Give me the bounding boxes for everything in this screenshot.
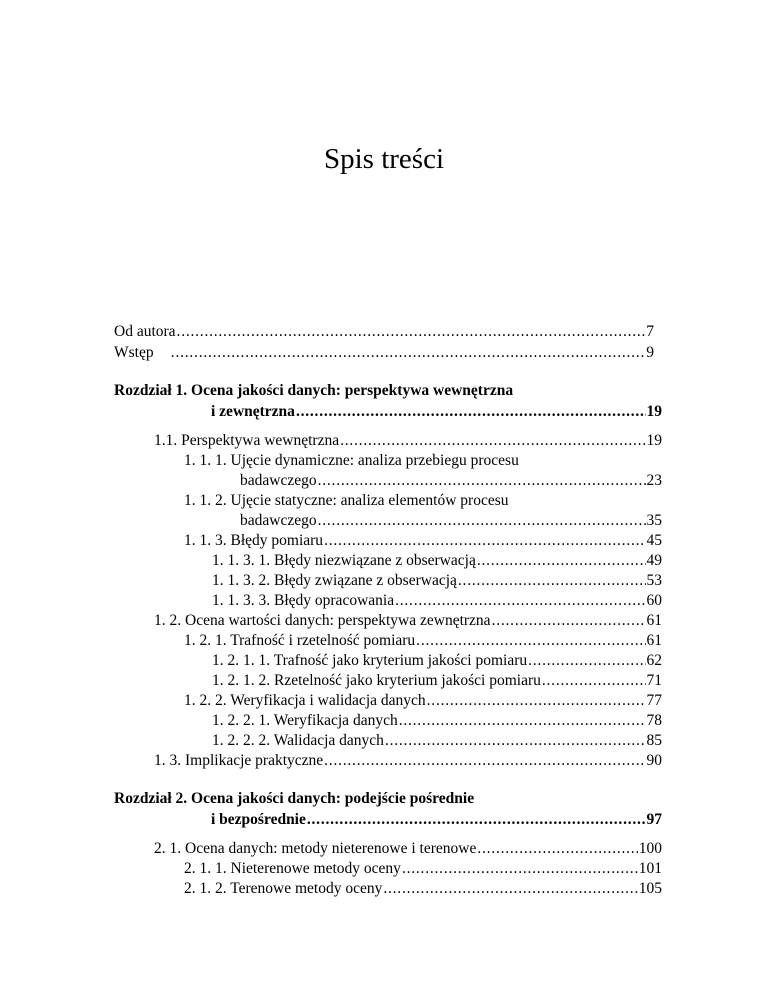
toc-page: 53: [646, 572, 662, 589]
toc-label: 1.1. Perspektywa wewnętrzna: [154, 432, 340, 449]
toc-label: badawczego: [240, 472, 317, 489]
dot-leader: [177, 322, 646, 342]
toc-label: 2. 1. Ocena danych: metody nieterenowe i terenowe: [154, 840, 477, 857]
toc-label: 1. 2. 1. Trafność i rzetelność pomiaru: [184, 632, 416, 649]
toc-label: 1. 2. Ocena wartości danych: perspektywa zewnętrzna: [154, 612, 491, 629]
dot-leader: [477, 551, 646, 571]
toc-page: 49: [646, 552, 662, 569]
toc-entry-1-1-2-line1[interactable]: 1. 1. 2. Ujęcie statyczne: analiza elementów procesu: [184, 492, 509, 509]
toc-entry-1-2-2-2[interactable]: [212, 731, 662, 751]
toc-page: 35: [646, 512, 662, 529]
chapter-2-title-line1[interactable]: Rozdział 2. Ocena jakości danych: podejście pośrednie: [114, 790, 475, 807]
toc-page: 100: [638, 840, 662, 857]
toc-entry-2-1[interactable]: [154, 839, 662, 859]
toc-entry-1-1-3-1[interactable]: [212, 551, 662, 571]
toc-page: 19: [646, 432, 662, 449]
dot-leader: [324, 531, 645, 551]
dot-leader: [427, 691, 646, 711]
toc-entry-1-1-2[interactable]: [240, 511, 662, 531]
dot-leader: [340, 431, 645, 451]
toc-page: 9: [646, 344, 654, 361]
toc-entry-1-2[interactable]: [154, 611, 662, 631]
toc-page: 23: [646, 472, 662, 489]
toc-entry-1-1-1-line1[interactable]: 1. 1. 1. Ujęcie dynamiczne: analiza przebiegu procesu: [184, 452, 519, 469]
toc-label: 1. 2. 1. 2. Rzetelność jako kryterium jakości pomiaru: [212, 672, 541, 689]
toc-entry-1-2-2-1[interactable]: [212, 711, 662, 731]
toc-page: 7: [646, 323, 654, 340]
toc-page: 61: [646, 632, 662, 649]
toc-label: 1. 2. 2. 2. Walidacja danych: [212, 732, 384, 749]
dot-leader: [492, 611, 646, 631]
toc-entry-2-1-2[interactable]: [184, 879, 662, 899]
toc-label: 1. 3. Implikacje praktyczne: [154, 752, 324, 769]
toc-page: 61: [646, 612, 662, 629]
toc-page: 85: [646, 732, 662, 749]
dot-leader: [477, 839, 637, 859]
toc-label: Wstęp: [114, 344, 154, 361]
toc-entry-1-1-1[interactable]: [240, 471, 662, 491]
toc-label: 1. 1. 3. 1. Błędy niezwiązane z obserwacją: [212, 552, 476, 569]
toc-label: 2. 1. 2. Terenowe metody oceny: [184, 880, 383, 897]
toc-page: 19: [646, 403, 662, 420]
toc-page: 78: [646, 712, 662, 729]
toc-entry-1-1-3[interactable]: [184, 531, 662, 551]
toc-label: 1. 2. 2. Weryfikacja i walidacja danych: [184, 692, 426, 709]
toc-label: 1. 1. 3. 3. Błędy opracowania: [212, 592, 395, 609]
toc-entry-2-1-1[interactable]: [184, 859, 662, 879]
dot-leader: [458, 571, 646, 591]
toc-entry-1-1-3-2[interactable]: [212, 571, 662, 591]
dot-leader: [402, 859, 638, 879]
toc-label: 2. 1. 1. Nieterenowe metody oceny: [184, 860, 401, 877]
toc-page: 105: [638, 880, 662, 897]
toc-entry-od-autora[interactable]: [114, 322, 654, 342]
dot-leader: [318, 511, 646, 531]
dot-leader: [324, 751, 645, 771]
toc-label: 1. 1. 3. Błędy pomiaru: [184, 532, 324, 549]
dot-leader: [296, 402, 646, 422]
chapter-1-title-line1[interactable]: Rozdział 1. Ocena jakości danych: perspektywa wewnętrzna: [114, 382, 514, 399]
dot-leader: [385, 731, 646, 751]
toc-page: 101: [638, 860, 662, 877]
toc-page: 62: [646, 652, 662, 669]
toc-entry-chapter-2[interactable]: [211, 810, 662, 830]
dot-leader: [307, 810, 646, 830]
dot-leader: [383, 879, 637, 899]
dot-leader: [395, 591, 645, 611]
toc-label: 1. 1. 3. 2. Błędy związane z obserwacją: [212, 572, 457, 589]
toc-page: 77: [646, 692, 662, 709]
toc-label: badawczego: [240, 512, 317, 529]
toc-label: Od autora: [114, 323, 176, 340]
toc-entry-wstep[interactable]: [114, 343, 654, 363]
toc-label: i bezpośrednie: [211, 811, 306, 828]
toc-entry-1-2-2[interactable]: [184, 691, 662, 711]
dot-leader: [318, 471, 646, 491]
toc-page: 60: [646, 592, 662, 609]
toc-page: 45: [646, 532, 662, 549]
toc-entry-1-1-3-3[interactable]: [212, 591, 662, 611]
toc-entry-1-2-1-2[interactable]: [212, 671, 662, 691]
toc-entry-1-2-1[interactable]: [184, 631, 662, 651]
toc-entry-1-3[interactable]: [154, 751, 662, 771]
dot-leader: [528, 651, 645, 671]
dot-leader: [399, 711, 646, 731]
toc-label: 1. 2. 2. 1. Weryfikacja danych: [212, 712, 398, 729]
page-title: Spis treści: [323, 143, 445, 175]
dot-leader: [542, 671, 646, 691]
toc-page: 97: [646, 811, 662, 828]
toc-page: 71: [646, 672, 662, 689]
toc-label: 1. 2. 1. 1. Trafność jako kryterium jakości pomiaru: [212, 652, 528, 669]
toc-entry-1-1[interactable]: [154, 431, 662, 451]
toc-entry-chapter-1[interactable]: [211, 402, 662, 422]
toc-entry-1-2-1-1[interactable]: [212, 651, 662, 671]
dot-leader: [171, 343, 645, 363]
toc-label: i zewnętrzna: [211, 403, 295, 420]
toc-page: 90: [646, 752, 662, 769]
dot-leader: [416, 631, 645, 651]
